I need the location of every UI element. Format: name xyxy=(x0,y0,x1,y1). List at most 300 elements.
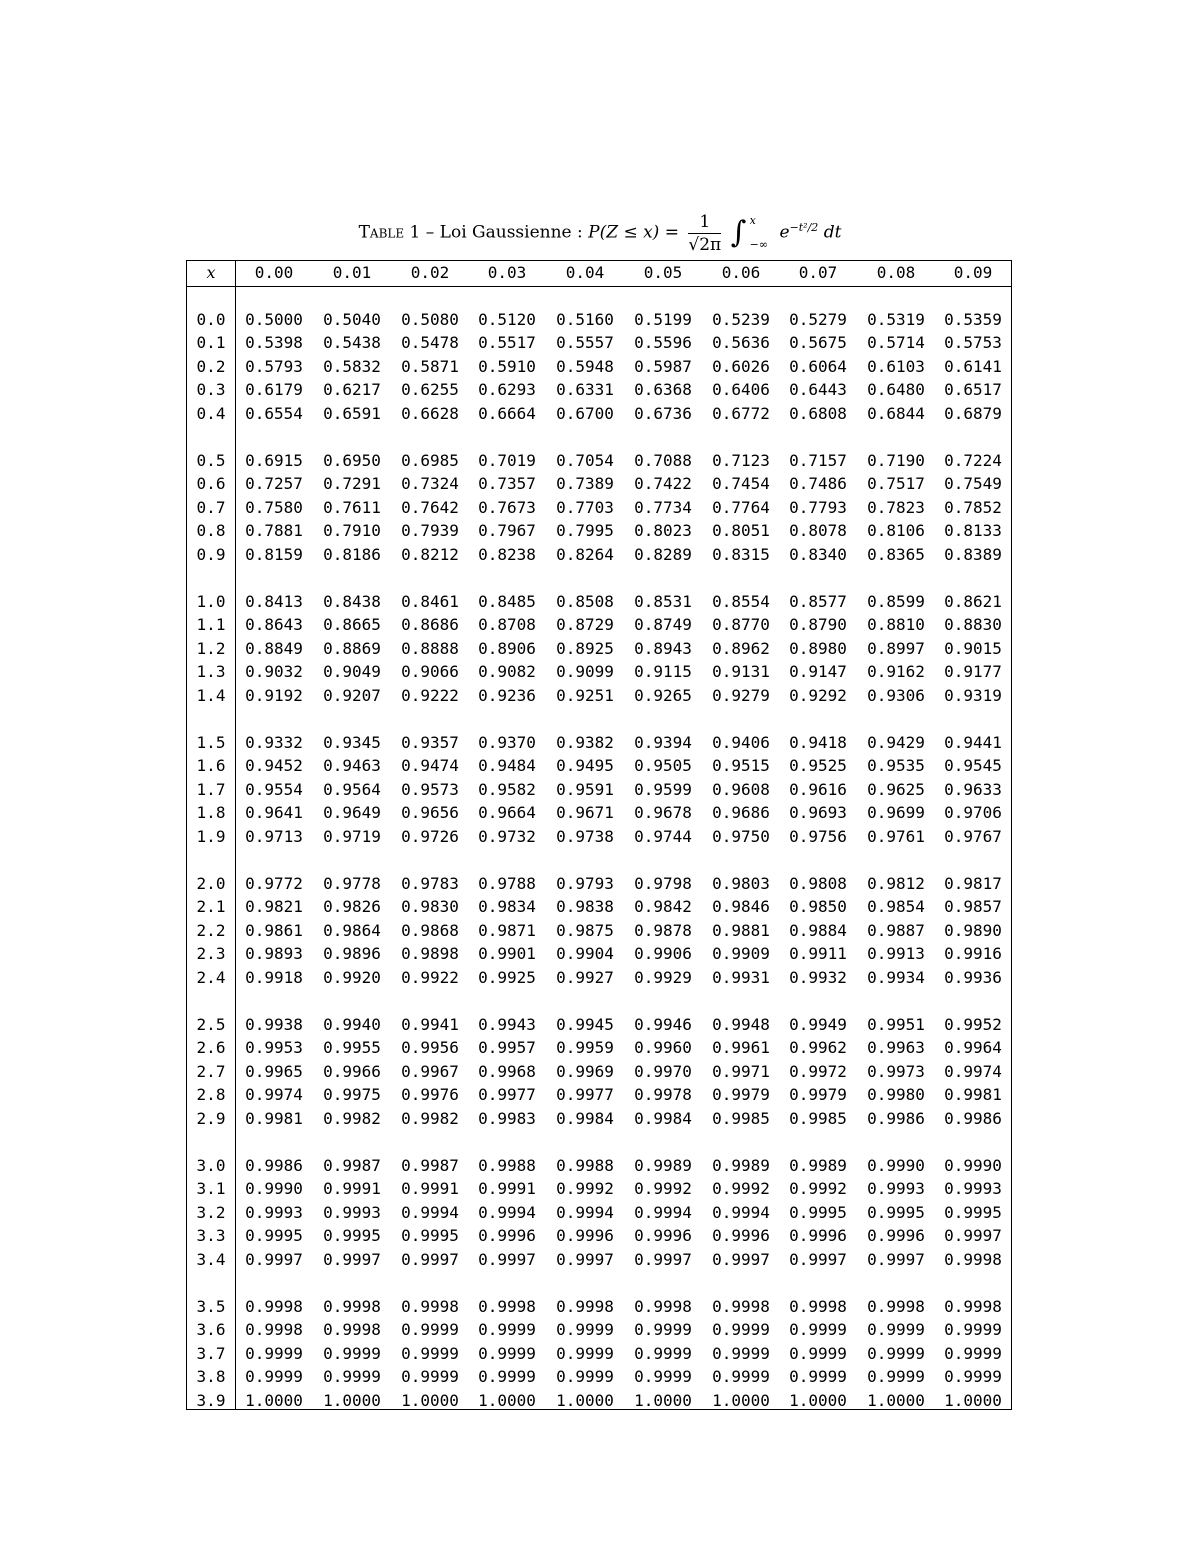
table-cell: 0.9985 xyxy=(789,1108,847,1128)
table-cell: 0.9418 xyxy=(789,733,847,752)
table-cell: 0.7389 xyxy=(556,474,614,494)
table-cell: 0.9767 xyxy=(944,826,1002,846)
table-cell: 0.9778 xyxy=(323,874,381,893)
table-cell: 0.9996 xyxy=(712,1226,770,1246)
table-cell: 0.9192 xyxy=(245,685,303,705)
table-cell: 0.9997 xyxy=(634,1249,692,1269)
table-cell: 1.0000 xyxy=(712,1390,770,1410)
row-x-value: 0.1 xyxy=(196,333,226,353)
table-cell: 0.6628 xyxy=(401,403,459,423)
table-cell: 0.9999 xyxy=(867,1320,925,1340)
table-cell: 0.9554 xyxy=(245,779,303,799)
row-x-value: 3.3 xyxy=(196,1226,226,1246)
table-cell: 0.9952 xyxy=(944,1015,1002,1034)
table-cell: 0.9997 xyxy=(245,1249,303,1269)
table-cell: 0.8643 xyxy=(245,615,303,635)
table-cell: 0.5910 xyxy=(478,356,536,376)
table-cell: 0.9998 xyxy=(944,1249,1002,1269)
table-cell: 0.9719 xyxy=(323,826,381,846)
column-header: 0.02 xyxy=(410,263,450,282)
table-cell: 0.9931 xyxy=(712,967,770,987)
table-cell: 0.8289 xyxy=(634,544,692,564)
table-cell: 0.9989 xyxy=(712,1156,770,1175)
table-cell: 0.9982 xyxy=(401,1108,459,1128)
table-cell: 0.9015 xyxy=(944,638,1002,658)
table-cell: 0.7580 xyxy=(245,497,303,517)
table-cell: 0.9925 xyxy=(478,967,536,987)
table-cell: 0.7881 xyxy=(245,521,303,541)
row-x-value: 1.4 xyxy=(196,685,226,705)
table-cell: 0.8906 xyxy=(478,638,536,658)
table-cell: 0.9909 xyxy=(712,944,770,964)
row-x-value: 1.9 xyxy=(196,826,226,846)
table-cell: 0.9960 xyxy=(634,1038,692,1058)
differential: dt xyxy=(823,222,842,243)
table-cell: 0.9808 xyxy=(789,874,847,893)
table-cell: 0.6808 xyxy=(789,403,847,423)
table-cell: 0.9846 xyxy=(712,897,770,917)
table-cell: 0.9812 xyxy=(867,874,925,893)
table-cell: 0.9505 xyxy=(634,756,692,776)
table-cell: 0.6064 xyxy=(789,356,847,376)
table-cell: 0.5319 xyxy=(867,310,925,329)
table-cell: 0.9997 xyxy=(944,1226,1002,1246)
table-cell: 0.9999 xyxy=(944,1367,1002,1387)
table-cell: 0.9826 xyxy=(323,897,381,917)
table-cell: 0.9992 xyxy=(634,1179,692,1199)
table-cell: 0.8810 xyxy=(867,615,925,635)
table-cell: 0.9817 xyxy=(944,874,1002,893)
table-cell: 0.9474 xyxy=(401,756,459,776)
row-x-value: 2.9 xyxy=(196,1108,226,1128)
table-cell: 0.5398 xyxy=(245,333,303,353)
table-cell: 0.9998 xyxy=(245,1297,303,1316)
table-cell: 0.9992 xyxy=(789,1179,847,1199)
table-cell: 0.9357 xyxy=(401,733,459,752)
table-cell: 0.9452 xyxy=(245,756,303,776)
table-cell: 0.9292 xyxy=(789,685,847,705)
column-header: 0.00 xyxy=(254,263,294,282)
table-cell: 0.9994 xyxy=(556,1202,614,1222)
table-cell: 0.9988 xyxy=(556,1156,614,1175)
table-cell: 0.9995 xyxy=(944,1202,1002,1222)
table-cell: 0.9975 xyxy=(323,1085,381,1105)
table-cell: 0.6255 xyxy=(401,380,459,400)
table-cell: 0.9599 xyxy=(634,779,692,799)
table-cell: 0.9988 xyxy=(478,1156,536,1175)
table-cell: 0.9834 xyxy=(478,897,536,917)
table-cell: 0.9236 xyxy=(478,685,536,705)
column-header: 0.06 xyxy=(721,263,761,282)
table-cell: 0.9999 xyxy=(634,1320,692,1340)
integral-sign: ∫ xyxy=(730,215,747,251)
table-cell: 0.9996 xyxy=(634,1226,692,1246)
table-cell: 0.9971 xyxy=(712,1061,770,1081)
table-cell: 0.9394 xyxy=(634,733,692,752)
table-cell: 0.9951 xyxy=(867,1015,925,1034)
table-caption: Table 1 – Loi Gaussienne : P(Z ≤ x) = $\frac{1}{√2\pi}$ ∫ x −∞ $e^{-t^2/2}$ dt xyxy=(0,198,1200,258)
table-cell: 0.9977 xyxy=(478,1085,536,1105)
table-cell: 1.0000 xyxy=(401,1390,459,1410)
table-cell: 0.8315 xyxy=(712,544,770,564)
table-cell: 0.9966 xyxy=(323,1061,381,1081)
table-cell: 0.6480 xyxy=(867,380,925,400)
upper-limit: x xyxy=(749,214,756,228)
row-x-value: 0.7 xyxy=(196,497,226,517)
table-cell: 0.9545 xyxy=(944,756,1002,776)
table-cell: 0.9884 xyxy=(789,920,847,940)
table-cell: 0.5832 xyxy=(323,356,381,376)
table-cell: 0.9977 xyxy=(556,1085,614,1105)
table-cell: 0.7486 xyxy=(789,474,847,494)
table-cell: 0.9991 xyxy=(478,1179,536,1199)
table-cell: 0.9864 xyxy=(323,920,381,940)
row-x-value: 1.5 xyxy=(196,733,226,752)
table-cell: 0.9982 xyxy=(323,1108,381,1128)
table-cell: 0.9922 xyxy=(401,967,459,987)
table-cell: 0.8485 xyxy=(478,592,536,611)
table-cell: 0.9999 xyxy=(401,1343,459,1363)
table-cell: 0.9656 xyxy=(401,803,459,823)
row-x-value: 2.7 xyxy=(196,1061,226,1081)
row-x-value: 0.4 xyxy=(196,403,226,423)
table-cell: 0.9370 xyxy=(478,733,536,752)
table-cell: 0.5871 xyxy=(401,356,459,376)
table-cell: 0.9582 xyxy=(478,779,536,799)
row-x-value: 2.3 xyxy=(196,944,226,964)
table-cell: 0.7190 xyxy=(867,451,925,470)
table-cell: 0.7324 xyxy=(401,474,459,494)
table-cell: 0.9999 xyxy=(789,1320,847,1340)
row-x-value: 1.0 xyxy=(196,592,226,611)
integral-limits xyxy=(750,209,768,257)
table-cell: 0.9959 xyxy=(556,1038,614,1058)
table-cell: 0.9616 xyxy=(789,779,847,799)
row-x-value: 1.2 xyxy=(196,638,226,658)
table-cell: 0.7939 xyxy=(401,521,459,541)
table-cell: 0.9850 xyxy=(789,897,847,917)
table-cell: 0.5000 xyxy=(245,310,303,329)
table-cell: 0.9726 xyxy=(401,826,459,846)
table-cell: 0.5239 xyxy=(712,310,770,329)
table-cell: 0.8389 xyxy=(944,544,1002,564)
table-cell: 0.8365 xyxy=(867,544,925,564)
table-cell: 0.9608 xyxy=(712,779,770,799)
table-cell: 0.9956 xyxy=(401,1038,459,1058)
table-cell: 0.9994 xyxy=(478,1202,536,1222)
column-header: 0.09 xyxy=(953,263,993,282)
table-cell: 0.8980 xyxy=(789,638,847,658)
table-cell: 0.8749 xyxy=(634,615,692,635)
table-cell: 0.9990 xyxy=(245,1179,303,1199)
table-cell: 0.9929 xyxy=(634,967,692,987)
table-cell: 0.5199 xyxy=(634,310,692,329)
table-cell: 0.9066 xyxy=(401,662,459,682)
table-cell: 0.5478 xyxy=(401,333,459,353)
table-cell: 0.9927 xyxy=(556,967,614,987)
table-cell: 0.9463 xyxy=(323,756,381,776)
row-x-value: 2.2 xyxy=(196,920,226,940)
table-cell: 0.9913 xyxy=(867,944,925,964)
table-cell: 0.9962 xyxy=(789,1038,847,1058)
table-cell: 0.9345 xyxy=(323,733,381,752)
table-cell: 0.9995 xyxy=(245,1226,303,1246)
table-cell: 0.9998 xyxy=(867,1297,925,1316)
table-cell: 0.8943 xyxy=(634,638,692,658)
table-cell: 0.9946 xyxy=(634,1015,692,1034)
table-cell: 1.0000 xyxy=(478,1390,536,1410)
table-cell: 0.6217 xyxy=(323,380,381,400)
table-cell: 0.7764 xyxy=(712,497,770,517)
table-cell: 0.9997 xyxy=(478,1249,536,1269)
table-cell: 0.8159 xyxy=(245,544,303,564)
table-cell: 0.5557 xyxy=(556,333,614,353)
formula-lhs: P(Z ≤ x) = xyxy=(588,222,679,243)
table-cell: 0.9999 xyxy=(556,1367,614,1387)
table-cell: 0.9997 xyxy=(323,1249,381,1269)
row-x-value: 3.0 xyxy=(196,1156,226,1175)
table-cell: 0.9989 xyxy=(789,1156,847,1175)
table-cell: 0.8264 xyxy=(556,544,614,564)
table-cell: 0.5279 xyxy=(789,310,847,329)
table-cell: 0.6026 xyxy=(712,356,770,376)
row-x-value: 0.8 xyxy=(196,521,226,541)
table-cell: 0.8962 xyxy=(712,638,770,658)
table-cell: 0.9990 xyxy=(944,1156,1002,1175)
table-cell: 0.9904 xyxy=(556,944,614,964)
table-cell: 0.8133 xyxy=(944,521,1002,541)
table-cell: 0.9996 xyxy=(867,1226,925,1246)
table-cell: 0.8413 xyxy=(245,592,303,611)
table-cell: 0.5636 xyxy=(712,333,770,353)
table-cell: 0.9997 xyxy=(712,1249,770,1269)
table-cell: 1.0000 xyxy=(556,1390,614,1410)
table-cell: 0.9788 xyxy=(478,874,536,893)
table-cell: 0.9949 xyxy=(789,1015,847,1034)
table-cell: 0.9441 xyxy=(944,733,1002,752)
table-cell: 0.9699 xyxy=(867,803,925,823)
table-cell: 0.5438 xyxy=(323,333,381,353)
header-divider xyxy=(187,286,1011,287)
table-cell: 0.9999 xyxy=(634,1367,692,1387)
table-cell: 0.9999 xyxy=(478,1367,536,1387)
row-x-value: 3.6 xyxy=(196,1320,226,1340)
table-cell: 0.9881 xyxy=(712,920,770,940)
table-cell: 0.9306 xyxy=(867,685,925,705)
table-cell: 0.9999 xyxy=(556,1320,614,1340)
table-cell: 0.9998 xyxy=(323,1297,381,1316)
table-cell: 0.9678 xyxy=(634,803,692,823)
table-cell: 0.9893 xyxy=(245,944,303,964)
table-cell: 0.9871 xyxy=(478,920,536,940)
table-cell: 0.9995 xyxy=(867,1202,925,1222)
table-cell: 0.6664 xyxy=(478,403,536,423)
column-header: 0.01 xyxy=(332,263,372,282)
table-cell: 0.9998 xyxy=(944,1297,1002,1316)
table-cell: 0.9783 xyxy=(401,874,459,893)
table-cell: 0.9998 xyxy=(401,1297,459,1316)
table-cell: 0.9995 xyxy=(789,1202,847,1222)
caption-label: Table 1 xyxy=(358,222,421,243)
table-cell: 0.9803 xyxy=(712,874,770,893)
table-cell: 0.9932 xyxy=(789,967,847,987)
table-cell: 0.9625 xyxy=(867,779,925,799)
table-cell: 0.9969 xyxy=(556,1061,614,1081)
table-cell: 1.0000 xyxy=(245,1390,303,1410)
table-cell: 0.5793 xyxy=(245,356,303,376)
table-cell: 0.9878 xyxy=(634,920,692,940)
table-cell: 0.9993 xyxy=(245,1202,303,1222)
table-cell: 0.6700 xyxy=(556,403,614,423)
table-cell: 0.9920 xyxy=(323,967,381,987)
table-cell: 0.9115 xyxy=(634,662,692,682)
table-cell: 0.7549 xyxy=(944,474,1002,494)
table-cell: 0.9131 xyxy=(712,662,770,682)
table-cell: 0.9941 xyxy=(401,1015,459,1034)
table-cell: 0.9664 xyxy=(478,803,536,823)
table-cell: 0.9998 xyxy=(556,1297,614,1316)
table-cell: 0.7703 xyxy=(556,497,614,517)
table-cell: 0.9671 xyxy=(556,803,614,823)
table-cell: 0.8023 xyxy=(634,521,692,541)
table-cell: 0.8238 xyxy=(478,544,536,564)
table-cell: 0.9997 xyxy=(867,1249,925,1269)
row-x-value: 3.9 xyxy=(196,1390,226,1410)
row-x-value: 1.3 xyxy=(196,662,226,682)
table-cell: 0.9953 xyxy=(245,1038,303,1058)
table-cell: 0.9967 xyxy=(401,1061,459,1081)
table-cell: 0.9998 xyxy=(245,1320,303,1340)
table-cell: 0.9761 xyxy=(867,826,925,846)
row-x-value: 3.4 xyxy=(196,1249,226,1269)
table-cell: 0.9177 xyxy=(944,662,1002,682)
table-cell: 0.9938 xyxy=(245,1015,303,1034)
row-x-value: 3.2 xyxy=(196,1202,226,1222)
table-cell: 0.7517 xyxy=(867,474,925,494)
row-x-value: 3.1 xyxy=(196,1179,226,1199)
table-cell: 0.6950 xyxy=(323,451,381,470)
table-cell: 0.9999 xyxy=(789,1343,847,1363)
table-cell: 0.9999 xyxy=(478,1343,536,1363)
table-cell: 0.9979 xyxy=(712,1085,770,1105)
table-cell: 0.9279 xyxy=(712,685,770,705)
table-cell: 0.9573 xyxy=(401,779,459,799)
table-cell: 0.6368 xyxy=(634,380,692,400)
table-cell: 0.8830 xyxy=(944,615,1002,635)
table-cell: 0.9996 xyxy=(556,1226,614,1246)
table-cell: 0.7224 xyxy=(944,451,1002,470)
table-cell: 0.9963 xyxy=(867,1038,925,1058)
table-cell: 0.9997 xyxy=(789,1249,847,1269)
column-header: 0.07 xyxy=(798,263,838,282)
table-cell: 0.9993 xyxy=(867,1179,925,1199)
table-cell: 0.6406 xyxy=(712,380,770,400)
table-cell: 0.9319 xyxy=(944,685,1002,705)
table-cell: 0.9957 xyxy=(478,1038,536,1058)
table-cell: 0.9995 xyxy=(323,1226,381,1246)
table-cell: 0.9999 xyxy=(867,1343,925,1363)
row-x-value: 3.8 xyxy=(196,1367,226,1387)
table-cell: 0.9994 xyxy=(712,1202,770,1222)
table-cell: 0.9484 xyxy=(478,756,536,776)
table-cell: 0.8708 xyxy=(478,615,536,635)
table-cell: 0.9978 xyxy=(634,1085,692,1105)
table-cell: 0.9756 xyxy=(789,826,847,846)
table-cell: 0.9992 xyxy=(712,1179,770,1199)
table-cell: 0.9999 xyxy=(944,1320,1002,1340)
table-cell: 0.9429 xyxy=(867,733,925,752)
table-cell: 0.9981 xyxy=(245,1108,303,1128)
row-x-value: 0.5 xyxy=(196,451,226,470)
table-cell: 0.9713 xyxy=(245,826,303,846)
table-cell: 0.9641 xyxy=(245,803,303,823)
table-cell: 0.9968 xyxy=(478,1061,536,1081)
table-cell: 0.9934 xyxy=(867,967,925,987)
table-cell: 0.9649 xyxy=(323,803,381,823)
table-cell: 0.9999 xyxy=(634,1343,692,1363)
table-cell: 0.9906 xyxy=(634,944,692,964)
table-cell: 0.9898 xyxy=(401,944,459,964)
table-cell: 0.9945 xyxy=(556,1015,614,1034)
table-cell: 0.9875 xyxy=(556,920,614,940)
gaussian-table xyxy=(186,260,1012,1410)
table-cell: 0.9999 xyxy=(556,1343,614,1363)
table-cell: 0.8888 xyxy=(401,638,459,658)
table-cell: 0.9515 xyxy=(712,756,770,776)
table-cell: 0.7910 xyxy=(323,521,381,541)
table-cell: 0.9997 xyxy=(401,1249,459,1269)
table-cell: 0.8340 xyxy=(789,544,847,564)
table-cell: 1.0000 xyxy=(944,1390,1002,1410)
table-cell: 0.9999 xyxy=(712,1367,770,1387)
row-x-value: 3.5 xyxy=(196,1297,226,1316)
table-cell: 0.8438 xyxy=(323,592,381,611)
lower-limit: −∞ xyxy=(749,238,769,252)
table-cell: 0.9994 xyxy=(401,1202,459,1222)
table-cell: 0.7642 xyxy=(401,497,459,517)
table-cell: 0.9564 xyxy=(323,779,381,799)
table-cell: 0.9901 xyxy=(478,944,536,964)
table-cell: 0.5675 xyxy=(789,333,847,353)
table-cell: 1.0000 xyxy=(634,1390,692,1410)
table-cell: 0.9861 xyxy=(245,920,303,940)
table-cell: 0.9989 xyxy=(634,1156,692,1175)
table-cell: 0.9974 xyxy=(944,1061,1002,1081)
table-cell: 0.5040 xyxy=(323,310,381,329)
table-cell: 0.9987 xyxy=(401,1156,459,1175)
table-cell: 0.9406 xyxy=(712,733,770,752)
table-cell: 0.5517 xyxy=(478,333,536,353)
table-cell: 0.9996 xyxy=(789,1226,847,1246)
table-cell: 0.9986 xyxy=(944,1108,1002,1128)
table-cell: 0.9890 xyxy=(944,920,1002,940)
table-cell: 0.9972 xyxy=(789,1061,847,1081)
table-cell: 0.9868 xyxy=(401,920,459,940)
table-cell: 0.9974 xyxy=(245,1085,303,1105)
table-cell: 0.6879 xyxy=(944,403,1002,423)
table-cell: 0.7454 xyxy=(712,474,770,494)
table-cell: 0.9940 xyxy=(323,1015,381,1034)
table-cell: 0.6554 xyxy=(245,403,303,423)
integrand-exponent: −t²/2 xyxy=(789,221,819,234)
table-cell: 0.9495 xyxy=(556,756,614,776)
table-cell: 0.6443 xyxy=(789,380,847,400)
table-cell: 0.8531 xyxy=(634,592,692,611)
column-header: 0.05 xyxy=(643,263,683,282)
table-cell: 0.9896 xyxy=(323,944,381,964)
table-cell: 0.7611 xyxy=(323,497,381,517)
table-cell: 0.7291 xyxy=(323,474,381,494)
